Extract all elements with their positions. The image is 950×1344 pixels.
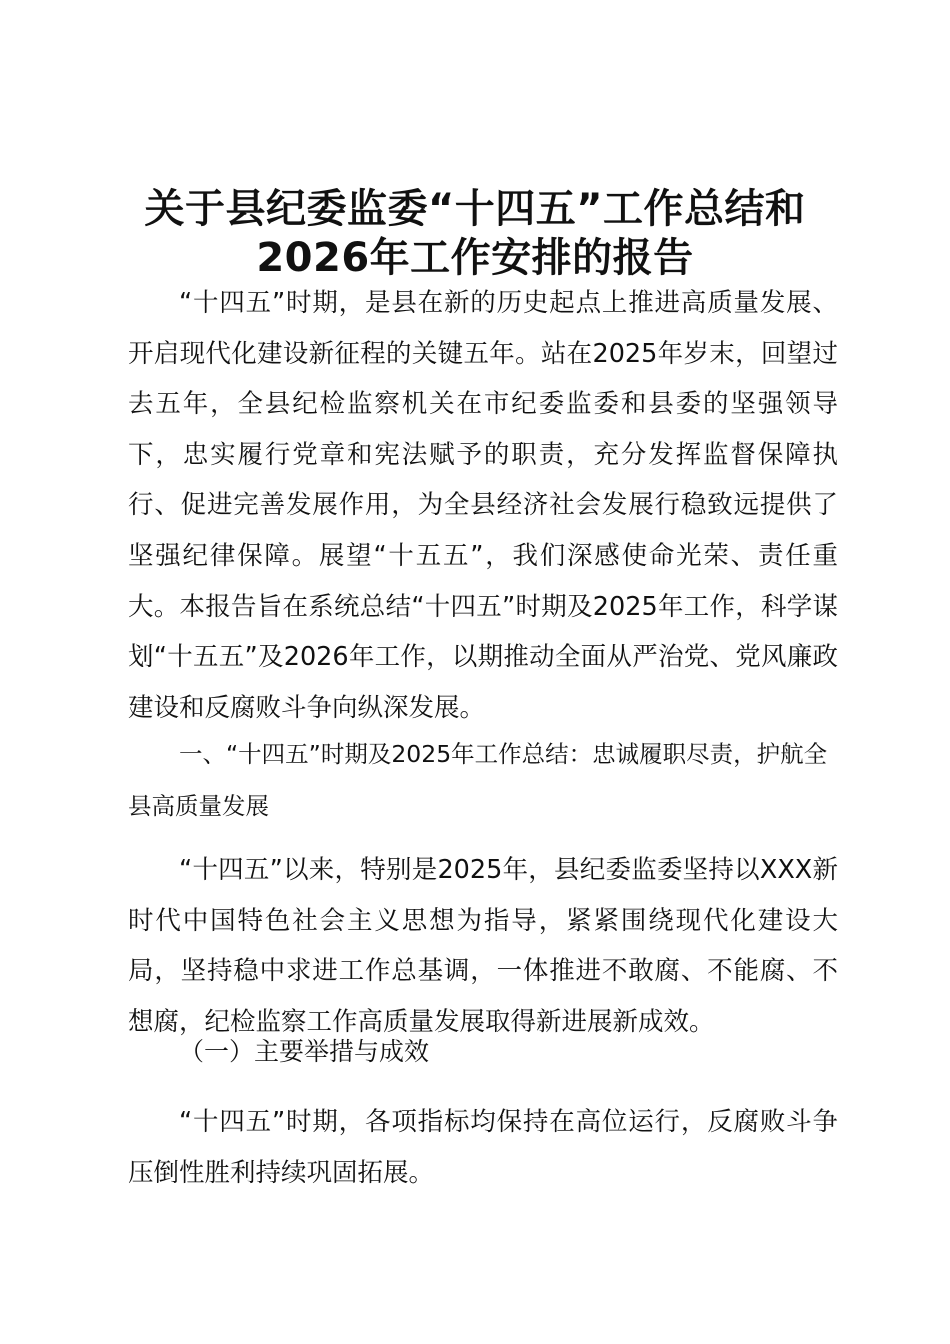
section-1-paragraph: “十四五”以来，特别是2025年，县纪委监委坚持以XXX新时代中国特色社会主义思想为指导，紧紧围绕现代化建设大局，坚持稳中求进工作总基调，一体推进不敢腐、不能腐、不想腐，纪检监察工作高质量发展取得新进展新成效。 [128,855,838,1037]
intro-paragraph: “十四五”时期，是县在新的历史起点上推进高质量发展、开启现代化建设新征程的关键五年。站在2025年岁末，回望过去五年，全县纪检监察机关在市纪委监委和县委的坚强领导下，忠实履行党章和宪法赋予的职责，充分发挥监督保障执行、促进完善发展作用，为全县经济社会发展行稳致远提供了坚强纪律保障。展望“十五五”，我们深感使命光荣、责任重大。本报告旨在系统总结“十四五”时期及2025年工作，科学谋划“十五五”及2026年工作，以期推动全面从严治党、党风廉政建设和反腐败斗争向纵深发展。 [128,288,838,723]
section-heading-1: 一、“十四五”时期及2025年工作总结：忠诚履职尽责，护航全县高质量发展 [128,740,828,820]
subsection-1-paragraph: “十四五”时期，各项指标均保持在高位运行，反腐败斗争压倒性胜利持续巩固拓展。 [128,1107,838,1188]
document-title-line-2: 2026年工作安排的报告 [256,235,694,281]
document-title-line-1: 关于县纪委监委“十四五”工作总结和 [144,186,806,232]
subsection-heading-1: （一）主要举措与成效 [179,1037,430,1066]
